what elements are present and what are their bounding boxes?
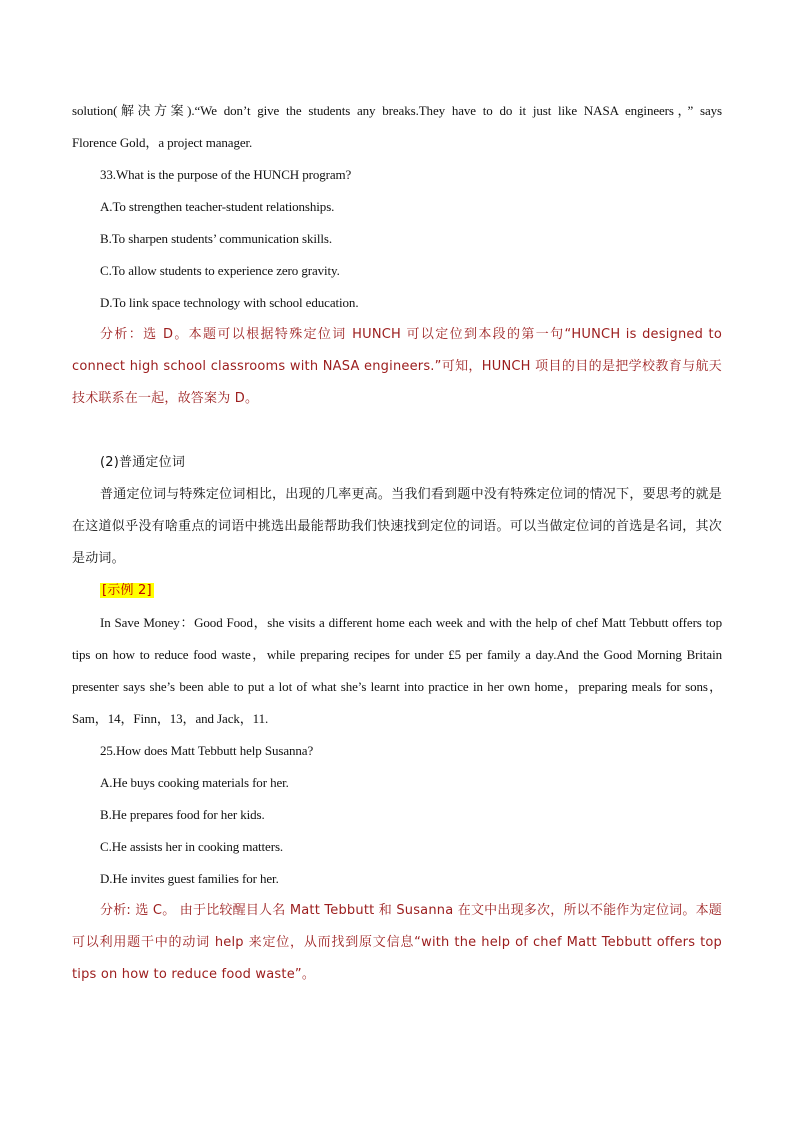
question33-option-a: A.To strengthen teacher-student relationships. <box>100 199 335 214</box>
passage1-line1: solution(解决方案).“We don’t give the students any breaks.They have to do it just like NASA engineers，” says <box>72 103 722 118</box>
example-label-line <box>72 575 722 607</box>
section-gap <box>72 415 722 447</box>
passage1-line2: Florence Gold，a project manager. <box>72 135 253 150</box>
section2-body: 普通定位词与特殊定位词相比，出现的几率更高。当我们看到题中没有特殊定位词的情况下，要思考的就是在这道似乎没有啥重点的词语中挑选出最能帮助我们快速找到定位的词语。可以当做定位词的首选是名词，其次是动词。 <box>72 487 722 566</box>
question33-stem: 33.What is the purpose of the HUNCH program? <box>100 167 352 182</box>
passage2-text: In Save Money：Good Food，she visits a different home each week and with the help of chef Matt Tebbutt offers top tips on how to reduce food waste，while preparing recipes for under £5 per family a day.And the Good Morning Britain presenter says she’s been able to put a lot of what she’s learnt into practice in her own home，preparing meals for sons，Sam，14，Finn，13，and Jack，11. <box>72 615 722 726</box>
question25-option-c: C.He assists her in cooking matters. <box>100 839 284 854</box>
question33-analysis: 分析：选 D。本题可以根据特殊定位词 HUNCH 可以定位到本段的第一句“HUNCH is designed to connect high school classrooms with NASA engineers.”可知，HUNCH 项目的目的是把学校教育与航天技术联系在一起，故答案为 D。 <box>72 327 722 406</box>
question33-option-d: D.To link space technology with school education. <box>100 295 359 310</box>
question25-analysis: 分析: 选 C。 由于比较醒目人名 Matt Tebbutt 和 Susanna 在文中出现多次，所以不能作为定位词。本题可以利用题干中的动词 help 来定位，从而找到原文信息“with the help of chef Matt Tebbutt offers top tips on how to reduce food waste”。 <box>72 903 722 982</box>
example-label: [示例 2] <box>102 583 152 598</box>
section2-heading: (2)普通定位词 <box>100 455 186 470</box>
question25-option-d: D.He invites guest families for her. <box>100 871 279 886</box>
question33-option-b: B.To sharpen students’ communication skills. <box>100 231 333 246</box>
question33-option-c: C.To allow students to experience zero gravity. <box>100 263 340 278</box>
question25-stem: 25.How does Matt Tebbutt help Susanna? <box>100 743 314 758</box>
question25-option-b: B.He prepares food for her kids. <box>100 807 265 822</box>
question25-option-a: A.He buys cooking materials for her. <box>100 775 289 790</box>
document-content <box>72 95 722 991</box>
